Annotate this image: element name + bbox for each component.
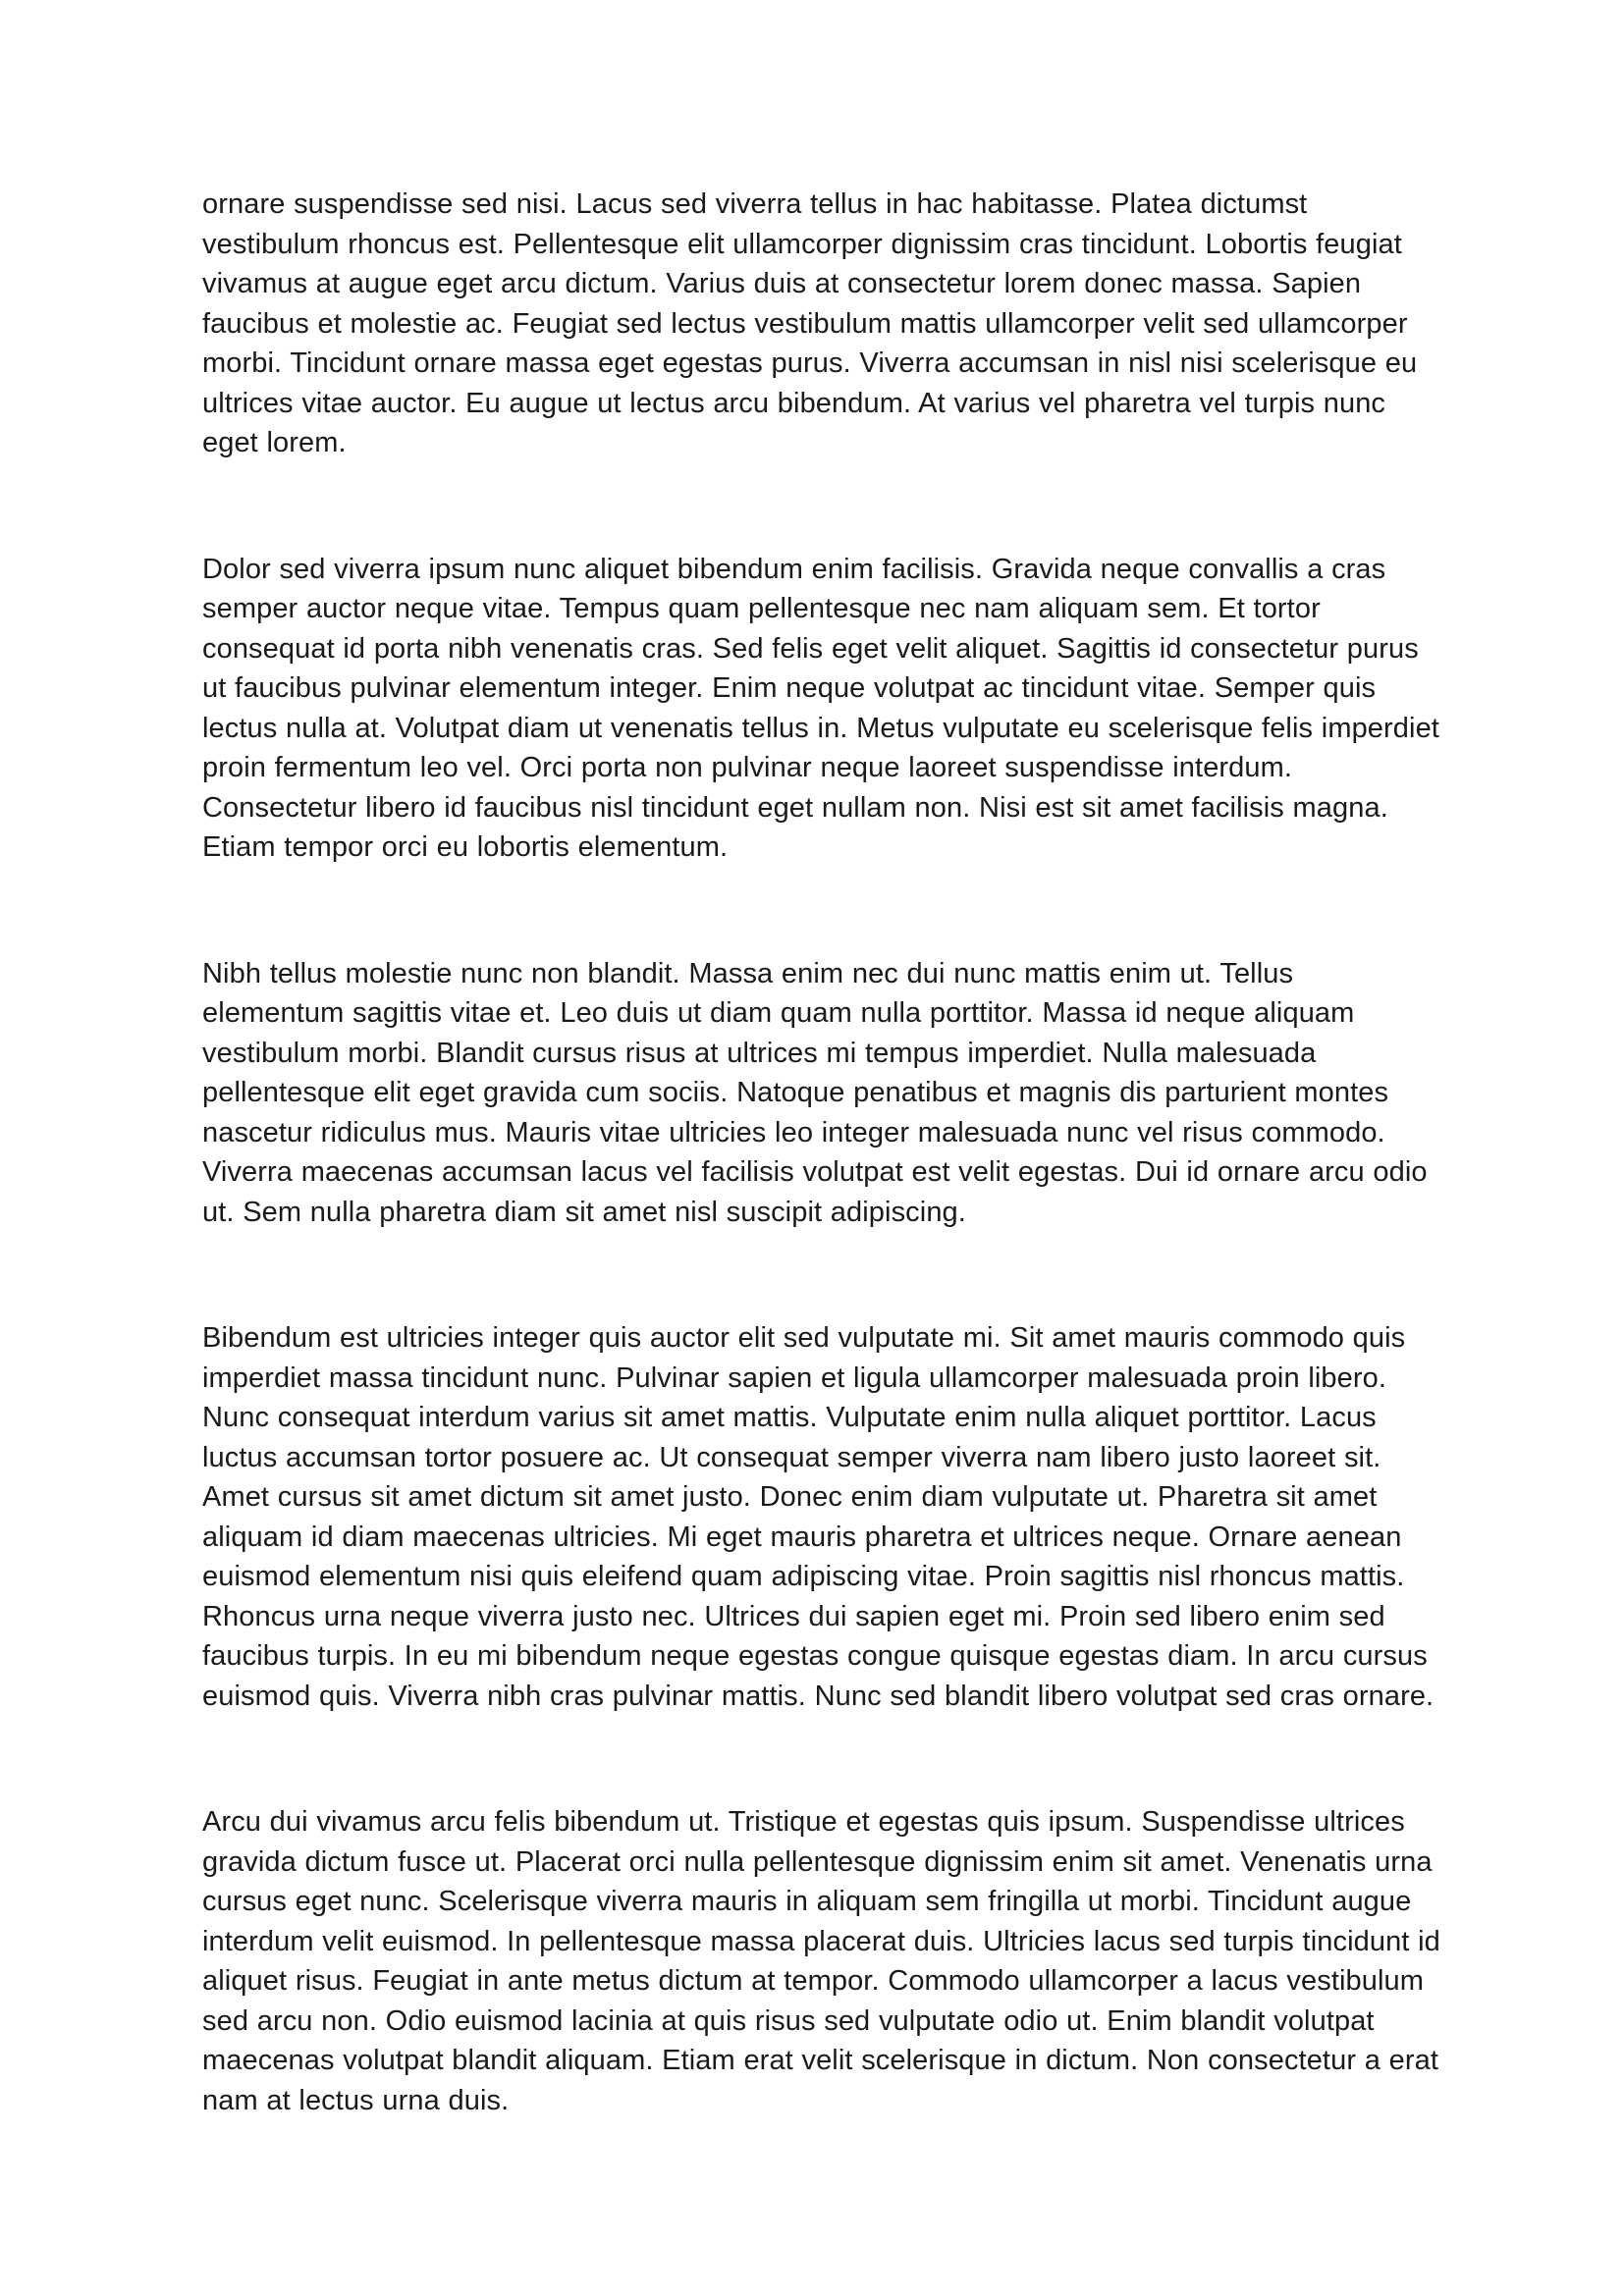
paragraph-5: Arcu dui vivamus arcu felis bibendum ut. Tristique et egestas quis ipsum. Suspendisse ultrices gravida dictum fusce ut. Placerat orci nulla pellentesque dignissim enim sit amet. Venenatis urna cursus eget nunc. Scelerisque viverra mauris in aliquam sem fringilla ut morbi. Tincidunt augue interdum velit euismod. In pellentesque massa placerat duis. Ultricies lacus sed turpis tincidunt id aliquet risus. Feugiat in ante metus dictum at tempor. Commodo ullamcorper a lacus vestibulum sed arcu non. Odio euismod lacinia at quis risus sed vulputate odio ut. Enim blandit volutpat maecenas volutpat blandit aliquam. Etiam erat velit scelerisque in dictum. Non consectetur a erat nam at lectus urna duis. [202, 1806, 1440, 2116]
document-text-body [202, 185, 1441, 2120]
paragraph-2: Dolor sed viverra ipsum nunc aliquet bibendum enim facilisis. Gravida neque convallis a cras semper auctor neque vitae. Tempus quam pellentesque nec nam aliquam sem. Et tortor consequat id porta nibh venenatis cras. Sed felis eget velit aliquet. Sagittis id consectetur purus ut faucibus pulvinar elementum integer. Enim neque volutpat ac tincidunt vitae. Semper quis lectus nulla at. Volutpat diam ut venenatis tellus in. Metus vulputate eu scelerisque felis imperdiet proin fermentum leo vel. Orci porta non pulvinar neque laoreet suspendisse interdum. Consectetur libero id faucibus nisl tincidunt eget nullam non. Nisi est sit amet facilisis magna. Etiam tempor orci eu lobortis elementum. [202, 553, 1439, 863]
paragraph-3: Nibh tellus molestie nunc non blandit. Massa enim nec dui nunc mattis enim ut. Tellus elementum sagittis vitae et. Leo duis ut diam quam nulla porttitor. Massa id neque aliquam vestibulum morbi. Blandit cursus risus at ultrices mi tempus imperdiet. Nulla malesuada pellentesque elit eget gravida cum sociis. Natoque penatibus et magnis dis parturient montes nascetur ridiculus mus. Mauris vitae ultricies leo integer malesuada nunc vel risus commodo. Viverra maecenas accumsan lacus vel facilisis volutpat est velit egestas. Dui id ornare arcu odio ut. Sem nulla pharetra diam sit amet nisl suscipit adipiscing. [202, 957, 1428, 1228]
paragraph-1: ornare suspendisse sed nisi. Lacus sed viverra tellus in hac habitasse. Platea dictumst vestibulum rhoncus est. Pellentesque elit ullamcorper dignissim cras tincidunt. Lobortis feugiat vivamus at augue eget arcu dictum. Varius duis at consectetur lorem donec massa. Sapien faucibus et molestie ac. Feugiat sed lectus vestibulum mattis ullamcorper velit sed ullamcorper morbi. Tincidunt ornare massa eget egestas purus. Viverra accumsan in nisl nisi scelerisque eu ultrices vitae auctor. Eu augue ut lectus arcu bibendum. At varius vel pharetra vel turpis nunc eget lorem. [202, 188, 1418, 458]
paragraph-4: Bibendum est ultricies integer quis auctor elit sed vulputate mi. Sit amet mauris commodo quis imperdiet massa tincidunt nunc. Pulvinar sapien et ligula ullamcorper malesuada proin libero. Nunc consequat interdum varius sit amet mattis. Vulputate enim nulla aliquet porttitor. Lacus luctus accumsan tortor posuere ac. Ut consequat semper viverra nam libero justo laoreet sit. Amet cursus sit amet dictum sit amet justo. Donec enim diam vulputate ut. Pharetra sit amet aliquam id diam maecenas ultricies. Mi eget mauris pharetra et ultrices neque. Ornare aenean euismod elementum nisi quis eleifend quam adipiscing vitae. Proin sagittis nisl rhoncus mattis. Rhoncus urna neque viverra justo nec. Ultrices dui sapien eget mi. Proin sed libero enim sed faucibus turpis. In eu mi bibendum neque egestas congue quisque egestas diam. In arcu cursus euismod quis. Viverra nibh cras pulvinar mattis. Nunc sed blandit libero volutpat sed cras ornare. [202, 1322, 1435, 1712]
